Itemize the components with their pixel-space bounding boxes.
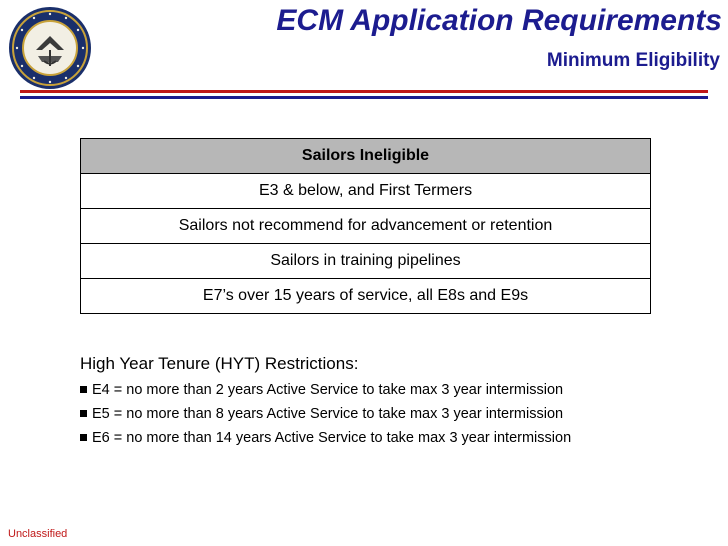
classification-footer: Unclassified [8,528,68,540]
table-row: E7’s over 15 years of service, all E8s and E9s [81,279,651,314]
hyt-section [80,354,700,450]
header-rule-blue [20,96,708,99]
list-item-text: E6 = no more than 14 years Active Service to take max 3 year intermission [92,430,572,446]
bullet-icon [80,386,87,393]
list-item [80,426,700,450]
table-row: Sailors not recommend for advancement or retention [81,209,651,244]
hyt-list [80,378,700,450]
navy-seal-icon [8,6,92,90]
page-subtitle: Minimum Eligibility [546,50,720,71]
ineligible-table [80,138,651,314]
list-item-text: E4 = no more than 2 years Active Service to take max 3 year intermission [92,382,564,398]
header-rule-red [20,90,708,93]
bullet-icon [80,434,87,441]
list-item [80,402,700,426]
list-item-text: E5 = no more than 8 years Active Service to take max 3 year intermission [92,406,564,422]
table-row: Sailors in training pipelines [81,244,651,279]
list-item [80,378,700,402]
table-header: Sailors Ineligible [81,139,651,174]
hyt-heading: High Year Tenure (HYT) Restrictions: [80,354,359,373]
bullet-icon [80,410,87,417]
table-row: E3 & below, and First Termers [81,174,651,209]
page-title: ECM Application Requirements [276,4,722,37]
